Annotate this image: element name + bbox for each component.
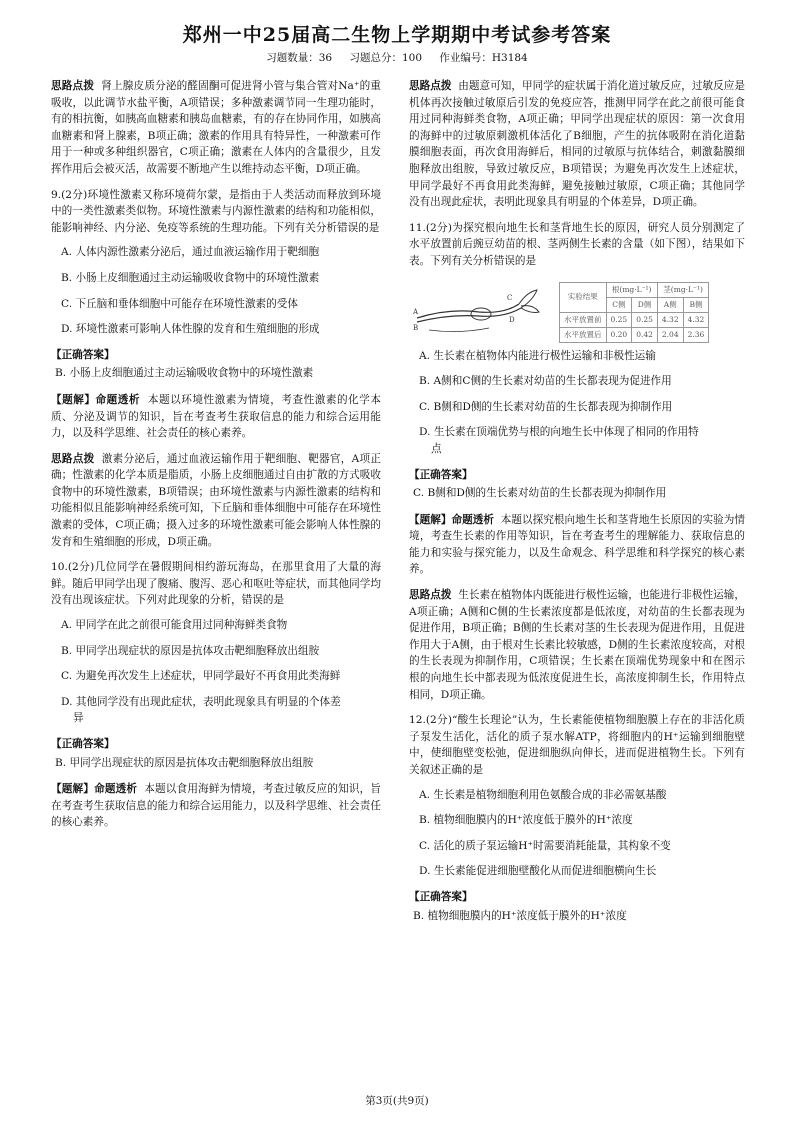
q11-answer-heading: 【正确答案】 [409, 468, 473, 481]
analysis-text: 本题以食用海鲜为情境，考查过敏反应的知识，旨在考查考生获取信息的能力和综合运用能力，以及科学思维、社会责任的核心素养。 [51, 783, 381, 829]
q9-hint [51, 451, 381, 551]
q11-option-c: C. B侧和D侧的生长素对幼苗的生长都表现为抑制作用 [419, 400, 673, 413]
q10-hint [409, 78, 745, 211]
q10-answer: B. 甲同学出现症状的原因是抗体攻击靶细胞释放出组胺 [55, 756, 314, 769]
q11-option-d [409, 424, 745, 457]
hint-text: 激素分泌后，通过血液运输作用于靶细胞、靶器官，A项正确；性激素的化学本质是脂质，小肠上皮细胞通过自由扩散的方式吸收食物中的环境性激素，B项错误；由环境性激素与内源性激素的结构和功能相似且能影响神经系统可知，下丘脑和垂体细胞中可能存在环境性激素的受体，C项正确；摄入过多的环境性激素可能会影响人体性腺的发育和生殖细胞的形成，D项正确。 [51, 452, 381, 548]
document-meta [0, 50, 794, 65]
table-col: C侧 [606, 297, 632, 312]
q11-answer: C. B侧和D侧的生长素对幼苗的生长都表现为抑制作用 [413, 487, 667, 500]
q12-option-c: C. 活化的质子泵运输H⁺时需要消耗能量，其构象不变 [419, 839, 671, 852]
page-number: 第3页(共9页) [365, 1095, 429, 1107]
q11-analysis [409, 512, 745, 578]
table-cell: 0.42 [632, 327, 658, 342]
option-d-line2: 异 [73, 712, 84, 725]
analysis-text: 本题以探究根向地生长和茎背地生长原因的实验为情境，考查生长素的作用等知识，旨在考查考生的理解能力、获取信息的能力和实验与探究能力，以及生命观念、科学思维和科学探究的核心素养。 [409, 513, 745, 576]
question-count: 习题数量：36 [266, 52, 333, 64]
q12-option-b: B. 植物细胞膜内的H⁺浓度低于膜外的H⁺浓度 [419, 814, 633, 827]
q10-option-c: C. 为避免再次发生上述症状，甲同学最好不再食用此类海鲜 [61, 670, 341, 683]
table-cell: 0.25 [606, 312, 632, 327]
option-d-line1: D. 其他同学没有出现此症状，表明此现象具有明显的个体差 [61, 695, 341, 708]
q10-option-a: A. 甲同学在此之前很可能食用过同种海鲜类食物 [61, 619, 288, 632]
document-title: 郑州一中25届高二生物上学期期中考试参考答案 [182, 24, 612, 46]
table-row [560, 312, 709, 327]
q9-option-a: A. 人体内源性激素分泌后，通过血液运输作用于靶细胞 [61, 246, 320, 259]
seedling-diagram [409, 278, 549, 344]
left-column [51, 78, 381, 840]
fig-label-c: C [507, 293, 513, 302]
table-cell: 2.04 [657, 327, 683, 342]
hint-text: 生长素在植物体内既能进行极性运输，也能进行非极性运输，A项正确；A侧和C侧的生长素浓度都是低浓度，对幼苗的生长都表现为促进作用，B项正确；B侧的生长素对茎的生长表现为促进作用，且促进作用大于A侧，由于根对生长素比较敏感，D侧的生长素浓度较高，对根的生长表现为抑制作用，C项错误；生长素在顶端优势现象中和在图示根的向地生长中都表现为低浓度促进生长，高浓度抑制生长，作用特点相同，D项正确。 [409, 589, 745, 701]
q12-answer: B. 植物细胞膜内的H⁺浓度低于膜外的H⁺浓度 [413, 909, 627, 922]
analysis-label: 【题解】命题透析 [51, 783, 138, 796]
right-column [409, 78, 745, 934]
q11-figure [409, 278, 745, 344]
q10-option-b: B. 甲同学出现症状的原因是抗体攻击靶细胞释放出组胺 [61, 644, 320, 657]
table-col: D侧 [632, 297, 658, 312]
q12-option-d: D. 生长素能促进细胞壁酸化从而促进细胞横向生长 [419, 865, 657, 878]
q9-answer-heading: 【正确答案】 [51, 348, 115, 361]
q10-analysis [51, 781, 381, 831]
q9-option-d: D. 环境性激素可影响人体性腺的发育和生殖细胞的形成 [61, 323, 320, 336]
hint-label: 思路点拨 [51, 452, 95, 465]
q10-stem: 10.(2分)几位同学在暑假期间相约游玩海岛，在那里食用了大量的海鲜。随后甲同学出现了腹痛、腹泻、恶心和呕吐等症状，而其他同学均没有出现该症状。下列对此现象的分析，错误的是 [51, 561, 381, 607]
hint-text: 由题意可知，甲同学的症状属于消化道过敏反应，过敏反应是机体再次接触过敏原后引发的免疫应答，推测甲同学在此之前很可能食用过同种海鲜类食物，A项正确；甲同学出现症状的原因：第一次食用的海鲜中的过敏原刺激机体活化了B细胞，产生的抗体吸附在消化道黏膜细胞表面，再次食用海鲜后，相同的过敏原与抗体结合，刺激黏膜细胞释放出组胺，导致过敏反应，B项错误；为避免再次发生上述症状，甲同学最好不再食用此类海鲜，避免接触过敏原，C项正确；其他同学没有出现此症状，表明此现象具有明显的个体差异，D项正确。 [409, 80, 745, 209]
hint-label: 思路点拨 [409, 80, 452, 92]
fig-label-b: B [413, 323, 419, 332]
hint-text: 肾上腺皮质分泌的醛固酮可促进肾小管与集合管对Na⁺的重吸收，以此调节水盐平衡，A项错误；多种激素调节同一生理功能时，有的相抗衡，如胰高血糖素和胰岛血糖素，有的存在协同作用，如胰高血糖素和肾上腺素，B项正确；激素的作用具有特异性，一种激素可作用于一种或多种组织器官，C项正确；激素在人体内的含量很少，且发挥作用后会被灭活，故需要不断地产生以维持动态平衡，D项正确。 [51, 80, 381, 175]
q9-answer: B. 小肠上皮细胞通过主动运输吸收食物中的环境性激素 [55, 367, 314, 380]
analysis-label: 【题解】命题透析 [409, 513, 494, 526]
assignment-code: 作业编号：H3184 [439, 52, 528, 64]
q10-answer-heading: 【正确答案】 [51, 738, 115, 750]
q11-option-b: B. A侧和C侧的生长素对幼苗的生长都表现为促进作用 [419, 375, 672, 388]
analysis-text: 本题以环境性激素为情境，考查性激素的化学本质、分泌及调节的知识，旨在考查考生获取信息的能力和综合运用能力，以及科学思维、社会责任的核心素养。 [51, 393, 381, 440]
q9-analysis [51, 392, 381, 442]
table-col: A侧 [657, 297, 683, 312]
q12-answer-heading: 【正确答案】 [409, 890, 473, 903]
analysis-label: 【题解】命题透析 [51, 393, 141, 406]
table-header-root: 根(mg·L⁻¹) [606, 282, 657, 297]
table-col: B侧 [683, 297, 709, 312]
option-d-line2: 点 [431, 442, 442, 455]
table-cell: 2.36 [683, 327, 709, 342]
q8-hint [51, 78, 381, 178]
total-score: 习题总分：100 [349, 52, 423, 64]
q12-stem: 12.(2分)“酸生长理论”认为，生长素能使植物细胞膜上存在的非活化质子泵发生活化，活化的质子泵水解ATP，将细胞内的H⁺运输到细胞壁中，使细胞壁变松弛，促进细胞纵向伸长，进而促进植物生长。下列有关叙述正确的是 [409, 714, 745, 776]
hint-label: 思路点拨 [51, 80, 95, 92]
q11-hint [409, 587, 745, 703]
q12-option-a: A. 生长素是植物细胞利用色氨酸合成的非必需氨基酸 [419, 788, 667, 801]
option-d-line1: D. 生长素在顶端优势与根的向地生长中体现了相同的作用特 [419, 426, 699, 439]
q9-option-c: C. 下丘脑和垂体细胞中可能存在环境性激素的受体 [61, 297, 298, 310]
q11-stem: 11.(2分)为探究根向地生长和茎背地生长的原因，研究人员分别测定了水平放置前后豌豆幼苗的根、茎两侧生长素的含量（如下图），结果如下表。下列有关分析错误的是 [409, 221, 745, 267]
table-cell: 4.32 [657, 312, 683, 327]
q9-option-b: B. 小肠上皮细胞通过主动运输吸收食物中的环境性激素 [61, 271, 320, 284]
fig-label-a: A [413, 307, 419, 316]
table-cell: 4.32 [683, 312, 709, 327]
table-header-group: 实验结果 [560, 282, 607, 312]
q9-stem: 9.(2分)环境性激素又称环境荷尔蒙，是指由于人类活动而释放到环境中的一类性激素类似物。环境性激素与内源性激素的结构和功能相似，能影响神经、内分泌、免疫等系统的生理功能。下列有关分析错误的是 [51, 188, 381, 234]
table-row-label: 水平放置前 [560, 312, 607, 327]
table-row [560, 327, 709, 342]
table-cell: 0.25 [632, 312, 658, 327]
q11-results-table [559, 282, 709, 343]
table-row-label: 水平放置后 [560, 327, 607, 342]
fig-label-d: D [509, 315, 515, 324]
q11-option-a: A. 生长素在植物体内能进行极性运输和非极性运输 [419, 349, 656, 362]
table-header-stem: 茎(mg·L⁻¹) [657, 282, 708, 297]
hint-label: 思路点拨 [409, 589, 452, 602]
q10-option-d [51, 694, 381, 727]
table-cell: 0.20 [606, 327, 632, 342]
